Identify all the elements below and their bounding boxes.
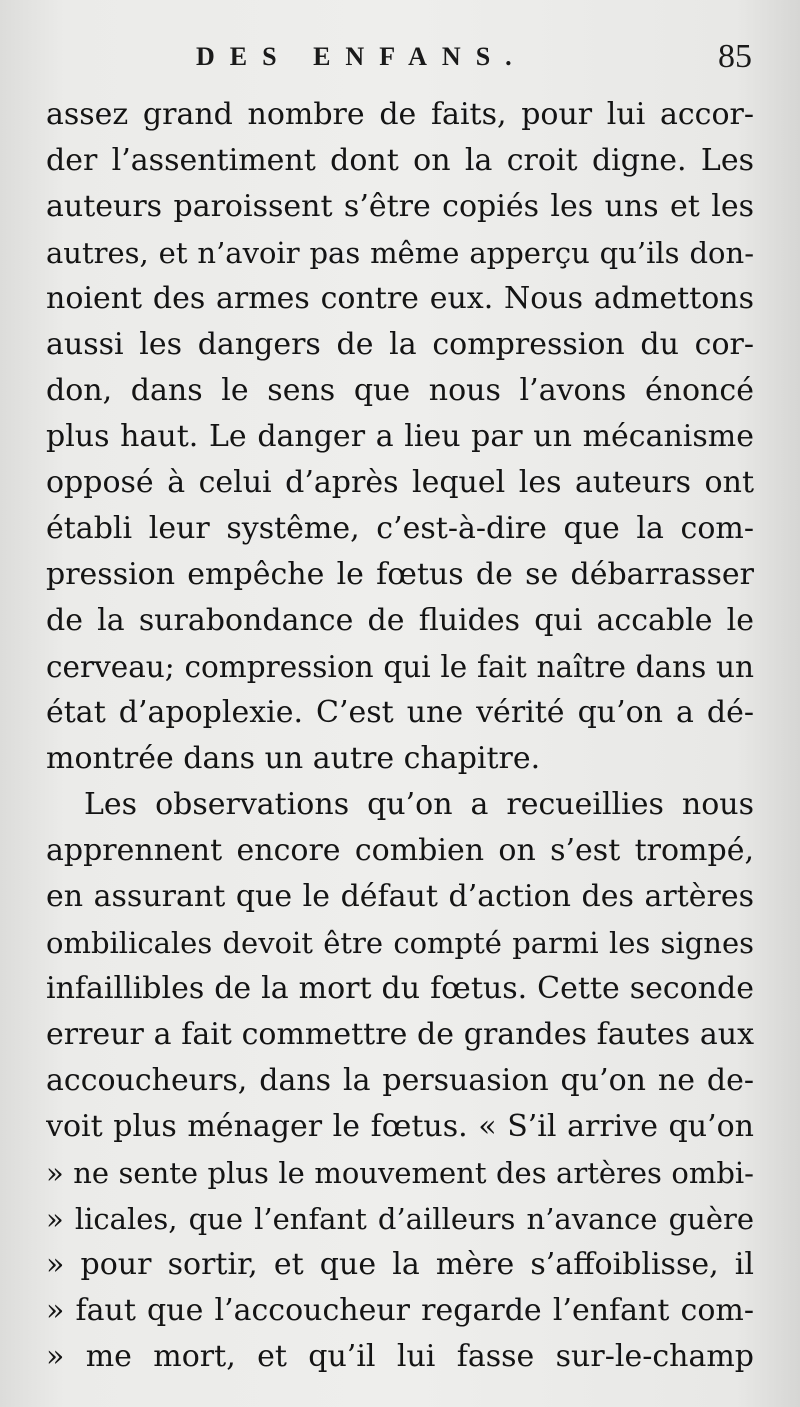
text-line: en assurant que le défaut d’action des artères xyxy=(46,879,754,914)
paragraph-first-line: Les observations qu’on a recueillies nous xyxy=(84,787,754,822)
text-line: état d’apoplexie. C’est une vérité qu’on a dé- xyxy=(46,695,754,730)
text-line: ombilicales devoit être compté parmi les signes xyxy=(46,926,754,960)
body-text xyxy=(46,92,754,1380)
text-line: auteurs paroissent s’être copiés les uns et les xyxy=(46,189,754,224)
text-line: de la surabondance de fluides qui accable le xyxy=(46,603,754,638)
text-line: apprennent encore combien on s’est trompé, xyxy=(46,833,754,868)
text-line: établi leur systême, c’est-à-dire que la com- xyxy=(46,511,754,546)
text-line: der l’assentiment dont on la croit digne. Les xyxy=(46,143,754,178)
running-head xyxy=(46,38,752,82)
text-line: aussi les dangers de la compression du cor- xyxy=(46,327,754,362)
quote-line: » licales, que l’enfant d’ailleurs n’avance guère xyxy=(46,1202,754,1236)
text-line: pression empêche le fœtus de se débarrasser xyxy=(46,557,754,592)
text-line: plus haut. Le danger a lieu par un mécanisme xyxy=(46,419,754,454)
text-line: erreur a fait commettre de grandes fautes aux xyxy=(46,1017,754,1052)
text-line: autres, et n’avoir pas même apperçu qu’ils don- xyxy=(46,236,754,270)
text-line: assez grand nombre de faits, pour lui accor- xyxy=(46,97,754,132)
text-line: infaillibles de la mort du fœtus. Cette seconde xyxy=(46,971,754,1006)
quote-line: » ne sente plus le mouvement des artères ombi- xyxy=(46,1156,754,1190)
text-line: don, dans le sens que nous l’avons énoncé xyxy=(46,373,754,408)
paragraph-end-line: montrée dans un autre chapitre. xyxy=(46,741,541,776)
text-line: accoucheurs, dans la persuasion qu’on ne de- xyxy=(46,1063,754,1098)
text-line: voit plus ménager le fœtus. « S’il arrive qu’on xyxy=(46,1109,754,1144)
quote-line: » faut que l’accoucheur regarde l’enfant com- xyxy=(46,1293,754,1328)
text-line: noient des armes contre eux. Nous admettons xyxy=(46,281,754,316)
page-number: 85 xyxy=(718,38,752,75)
running-head-title: DES ENFANS. xyxy=(196,42,527,71)
quote-line: » pour sortir, et que la mère s’affoiblisse, il xyxy=(46,1247,754,1282)
quote-line: » me mort, et qu’il lui fasse sur-le-champ xyxy=(46,1339,754,1374)
text-line: opposé à celui d’après lequel les auteurs ont xyxy=(46,465,754,500)
text-line: cerveau; compression qui le fait naître dans un xyxy=(46,650,754,684)
